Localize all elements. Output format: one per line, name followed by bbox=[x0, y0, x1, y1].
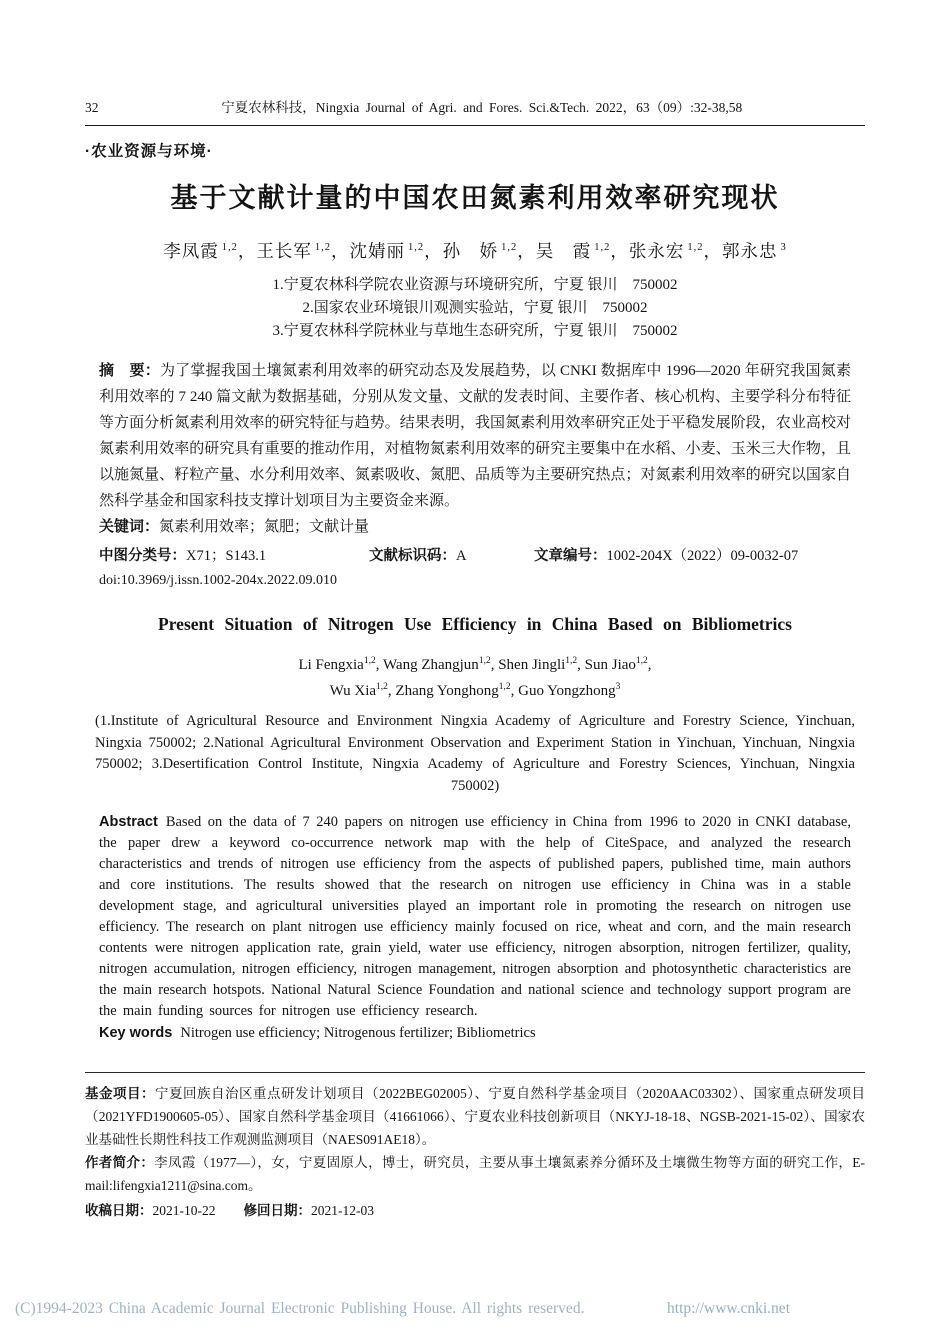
author-affiliation-superscript: 1,2 bbox=[221, 242, 238, 254]
authors-line-en bbox=[85, 650, 865, 702]
author-affiliation-superscript: 1,2 bbox=[501, 242, 518, 254]
keywords-en-label: Key words bbox=[99, 1025, 173, 1041]
journal-citation-line: 宁夏农林科技，Ningxia Journal of Agri. and Fores. Sci.&Tech. 2022，63（09）:32-38,58 bbox=[221, 100, 743, 115]
author-affiliation-superscript: 1,2 bbox=[594, 242, 611, 254]
author-cn: 李凤霞 $^{1,2}$， bbox=[163, 241, 257, 261]
affiliations-en: (1.Institute of Agricultural Resource and Environment Ningxia Academy of Agriculture and Forestry Science, Yinchuan, Ningxia 750002; 2.National Agricultural Environment Observation and Experiment Station in Yinchuan, Yinchuan, Ningxia 750002; 3.Desertification Control Institute, Ningxia Academy of Agriculture and Forestry Sciences, Yinchuan, Ningxia 750002) bbox=[95, 713, 855, 794]
author-bio-note: 作者简介：李凤霞（1977—），女，宁夏固原人，博士，研究员，主要从事土壤氮素养分循环及土壤微生物等方面的研究工作，E-mail:lifengxia1211@sina.com。 bbox=[85, 1155, 865, 1193]
author-cn: 王长军 $^{1,2}$， bbox=[256, 241, 350, 261]
abstract-en-text: Based on the data of 7 240 papers on nitrogen use efficiency in China from 1996 to 2020 in CNKI database, the paper drew a keyword co-occurrence network map with the help of CiteSpace, and analyzed the research characteristics and trends of nitrogen use efficiency from the aspects of published papers, published time, main authors and core institutions. The results showed that the research on nitrogen use efficiency in China was in a stable development stage, and agricultural universities played an important role in promoting the research on nitrogen use efficiency. The research on plant nitrogen use efficiency mainly focused on rice, wheat and corn, and the main research contents were nitrogen application rate, grain yield, water use efficiency, nitrogen absorption, nitrogen fertilizer, quality, nitrogen accumulation, nitrogen efficiency, nitrogen management, nitrogen absorption and photosynthetic characteristics are the main research hotspots. National Natural Science Foundation and national science and technology support program are the main funding sources for nitrogen use efficiency research. bbox=[99, 814, 851, 1019]
cnki-url-link[interactable]: http://www.cnki.net bbox=[667, 1300, 790, 1317]
column-section-label: ·农业资源与环境· bbox=[85, 143, 213, 160]
author-en: Sun Jiao$^{1,2}$, bbox=[584, 656, 652, 673]
doi: doi:10.3969/j.issn.1002-204x.2022.09.010 bbox=[99, 573, 338, 588]
abstract-cn-label: 摘 要： bbox=[99, 362, 160, 379]
funding-note: 基金项目：宁夏回族自治区重点研发计划项目（2022BEG02005）、宁夏自然科学基金项目（2020AAC03302）、国家重点研发项目（2021YFD1900605-05）、国家自然科学基金项目（41661066）、宁夏农业科技创新项目（NKYJ-18-18、NGSB-2021-15-02）、国家农业基础性长期性科技工作观测监测项目（NAES091AE18）。 bbox=[85, 1086, 865, 1147]
cnki-copyright-footer bbox=[15, 1300, 790, 1318]
author-en: Wang Zhangjun$^{1,2}$, bbox=[382, 656, 499, 673]
author-en: Shen Jingli$^{1,2}$, bbox=[498, 656, 585, 673]
abstract-cn-text: 为了掌握我国土壤氮素利用效率的研究动态及发展趋势，以 CNKI 数据库中 1996—2020 年研究我国氮素利用效率的 7 240 篇文献为数据基础，分别从发文量、文献的发表时间、主要作者、核心机构、主要学科分布特征等方面分析氮素利用效率的研究特征与趋势。结果表明，我国氮素利用效率研究正处于平稳发展阶段，农业高校对氮素利用效率的研究具有重要的推动作用，对植物氮素利用效率的研究主要集中在水稻、小麦、玉米三大作物，且以施氮量、籽粒产量、水分利用效率、氮素吸收、氮肥、品质等为主要研究热点；对氮素利用效率的研究以国家自然科学基金和国家科技支撑计划项目为主要资金来源。 bbox=[99, 363, 851, 509]
journal-header bbox=[85, 96, 865, 126]
author-cn: 张永宏 $^{1,2}$， bbox=[628, 241, 722, 261]
author-cn: 郭永忠 $^3$ bbox=[722, 241, 787, 261]
revised-date: 2021-12-03 bbox=[311, 1203, 374, 1218]
document-code: 文献标识码：A bbox=[369, 548, 467, 564]
author-en: Guo Yongzhong$^3$ bbox=[518, 682, 621, 699]
keywords-cn bbox=[85, 514, 865, 540]
authors-en-row-1 bbox=[85, 650, 865, 676]
article-title-en: Present Situation of Nitrogen Use Efficiency in China Based on Bibliometrics bbox=[158, 614, 792, 634]
classification-line bbox=[85, 544, 865, 565]
authors-en-row-2 bbox=[85, 676, 865, 702]
affiliation-cn-2: 2.国家农业环境银川观测实验站，宁夏 银川 750002 bbox=[302, 300, 648, 316]
keywords-cn-text: 氮素利用效率；氮肥；文献计量 bbox=[159, 519, 370, 535]
clc-number: 中图分类号：X71；S143.1 bbox=[99, 548, 267, 564]
abstract-cn bbox=[85, 358, 865, 514]
affiliation-cn-1: 1.宁夏农林科学院农业资源与环境研究所，宁夏 银川 750002 bbox=[272, 277, 678, 293]
first-page-footnotes bbox=[85, 1072, 865, 1222]
author-affiliation-superscript: 1,2 bbox=[408, 242, 425, 254]
abstract-en-label: Abstract bbox=[99, 814, 158, 830]
author-affiliation-superscript: 1,2 bbox=[314, 242, 331, 254]
abstract-en bbox=[85, 812, 865, 1022]
author-en: Wu Xia$^{1,2}$, bbox=[329, 682, 396, 699]
author-cn: 孙 娇 $^{1,2}$， bbox=[442, 241, 536, 261]
affiliations-cn bbox=[85, 274, 865, 343]
author-cn: 吴 霞 $^{1,2}$， bbox=[535, 241, 629, 261]
author-cn: 沈婧丽 $^{1,2}$， bbox=[349, 241, 443, 261]
article-title-cn: 基于文献计量的中国农田氮素利用效率研究现状 bbox=[170, 183, 780, 213]
author-affiliation-superscript: 1,2 bbox=[687, 242, 704, 254]
affiliation-cn-3: 3.宁夏农林科学院林业与草地生态研究所，宁夏 银川 750002 bbox=[272, 323, 678, 339]
keywords-en-text: Nitrogen use efficiency; Nitrogenous fertilizer; Bibliometrics bbox=[180, 1025, 536, 1041]
authors-line-cn bbox=[85, 238, 865, 263]
author-affiliation-superscript: 3 bbox=[780, 242, 787, 254]
author-en: Li Fengxia$^{1,2}$, bbox=[298, 656, 383, 673]
author-bio-text[interactable]: 李凤霞（1977—），女，宁夏固原人，博士，研究员，主要从事土壤氮素养分循环及土壤微生物等方面的研究工作，E-mail:lifengxia1211@sina.com。 bbox=[85, 1155, 865, 1193]
article-id: 文章编号：1002-204X（2022）09-0032-07 bbox=[534, 548, 799, 564]
keywords-en bbox=[85, 1023, 865, 1044]
dates-note: 收稿日期：2021-10-22 修回日期：2021-12-03 bbox=[85, 1203, 374, 1218]
page-number: 32 bbox=[85, 100, 99, 115]
copyright-text: (C)1994-2023 China Academic Journal Electronic Publishing House. All rights reserved. bbox=[15, 1300, 585, 1317]
received-date: 2021-10-22 bbox=[152, 1203, 216, 1218]
author-en: Zhang Yonghong$^{1,2}$, bbox=[395, 682, 519, 699]
keywords-cn-label: 关键词： bbox=[99, 518, 160, 535]
